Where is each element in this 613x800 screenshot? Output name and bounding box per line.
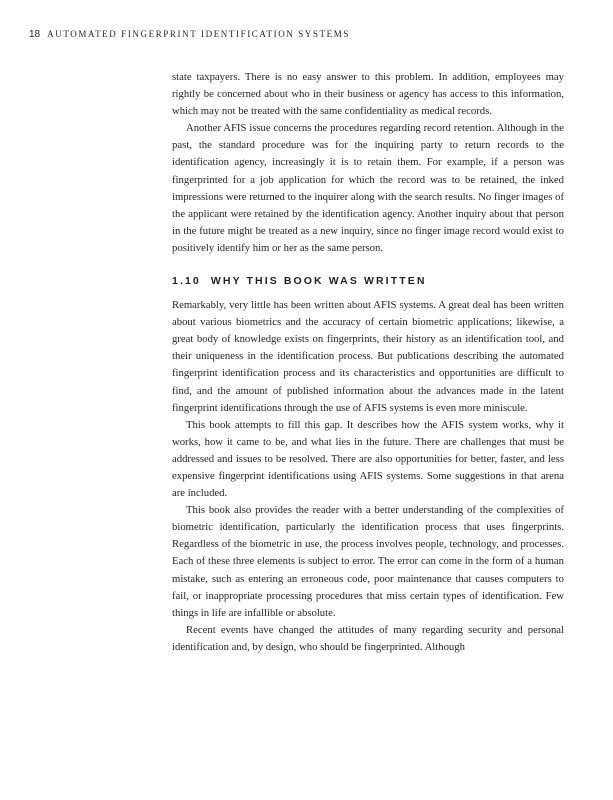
paragraph: This book attempts to fill this gap. It describes how the AFIS system works, why it works, how it came to be, and what lies in the future. There are challenges that must be addressed and issues to be resolved. There are also opportunities for better, faster, and less expensive fingerprint identifications using AFIS systems. Some suggestions in that arena are included. [172,418,564,500]
section-heading [172,274,564,288]
paragraph: Remarkably, very little has been written about AFIS systems. A great deal has been written about various biometrics and the accuracy of certain biometric applications; likewise, a great body of knowledge exists on fingerprints, their history as an identification tool, and their uniqueness in the identification process. But publications describing the automated fingerprint identification process and its characteristics and opportunities are difficult to find, and the amount of published information about the advances made in the latent fingerprint identifications through the use of AFIS systems is even more miniscule. [172,299,564,414]
section-title: WHY THIS BOOK WAS WRITTEN [210,275,427,288]
paragraph: state taxpayers. There is no easy answer to this problem. In addition, employees may rightly be concerned about who in their business or agency has access to this information, which may not be treated with the same confidentiality as medical records. [172,71,564,118]
section-number: 1.10 [172,275,201,288]
paragraph: Recent events have changed the attitudes of many regarding security and personal identification and, by design, who should be fingerprinted. Although [172,623,564,653]
page-number: 18 [29,29,41,40]
running-head-title: AUTOMATED FINGERPRINT IDENTIFICATION SYSTEMS [47,29,350,39]
paragraph: This book also provides the reader with a better understanding of the complexities of biometric identification, particularly the identification process that uses fingerprints. Regardless of the biometric in use, the process involves people, technology, and processes. Each of these three elements is subject to error. The error can come in the form of a human mistake, such as entering an erroneous code, poor maintenance that causes computers to fail, or inappropriate processing procedures that miss certain types of identification. Few things in life are infallible or absolute. [172,504,564,619]
body-text [172,69,564,656]
paragraph: Another AFIS issue concerns the procedures regarding record retention. Although in the past, the standard procedure was for the inquiring party to return records to the identification agency, increasingly it is to retain them. For example, if a person was fingerprinted for a job application for which the record was to be retained, the inked impressions were returned to the inquirer along with the search results. No finger images of the applicant were retained by the identification agency. Another inquiry about that person in the future might be treated as a new inquiry, since no finger image record would exist to positively identify him or her as the same person. [172,122,564,254]
running-head [29,29,350,40]
